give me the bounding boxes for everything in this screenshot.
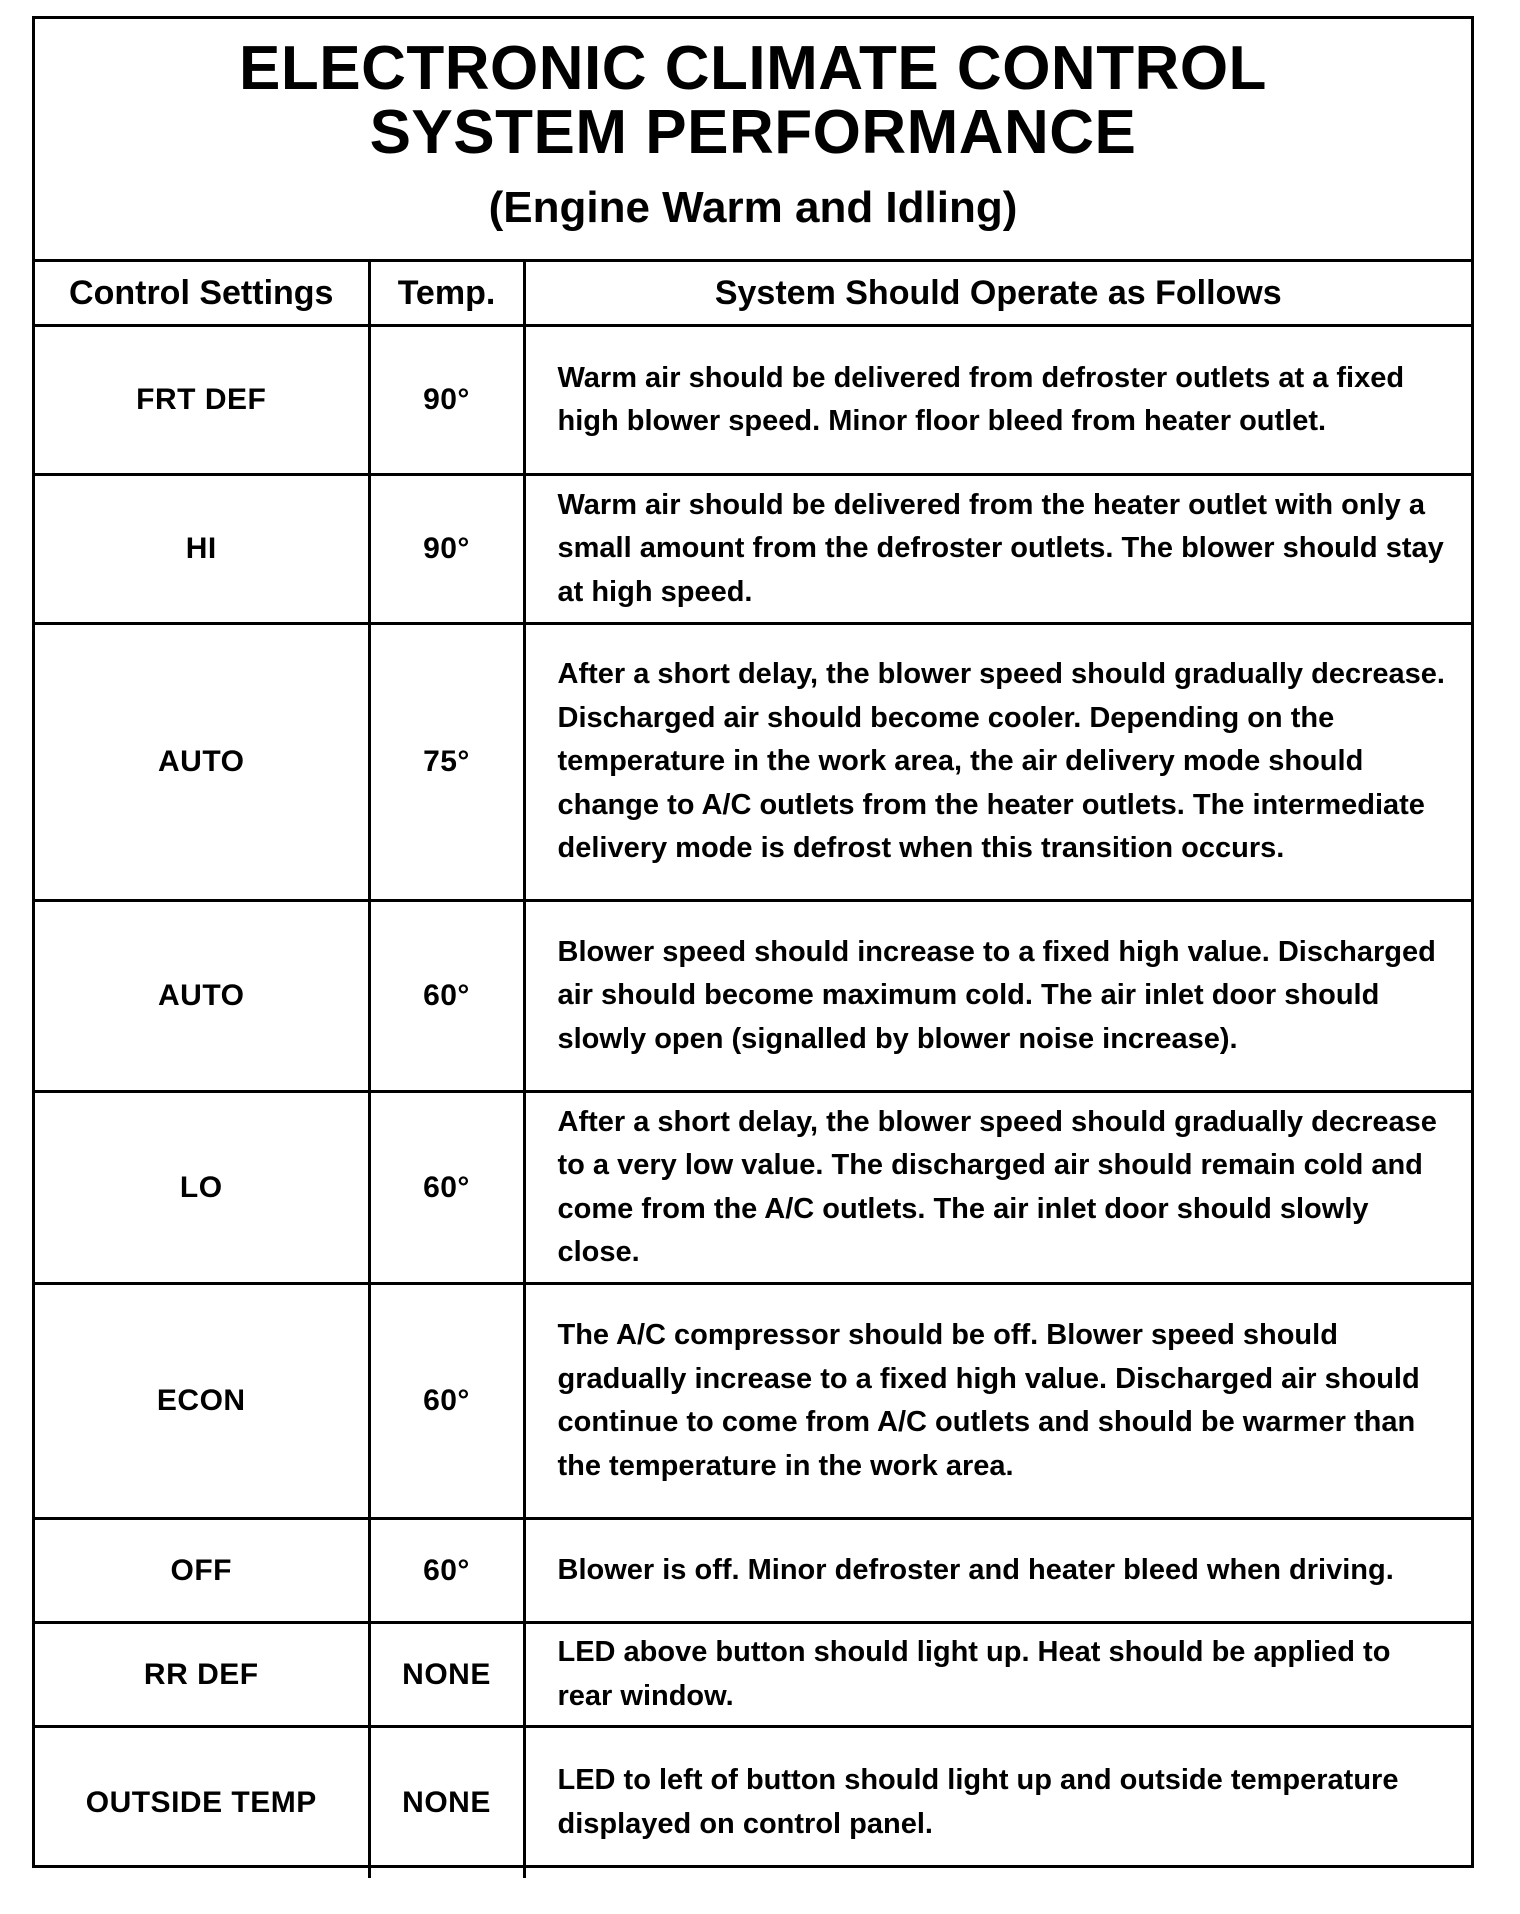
performance-table xyxy=(35,262,1471,1878)
header-control-settings: Control Settings xyxy=(35,262,369,326)
temp-cell: 60° xyxy=(369,901,524,1092)
table-row xyxy=(35,1092,1471,1284)
title-block xyxy=(35,19,1471,262)
temp-cell: 90° xyxy=(369,475,524,624)
control-setting-cell: ECON xyxy=(35,1284,369,1519)
table-row xyxy=(35,326,1471,475)
operation-description: After a short delay, the blower speed should gradually decrease to a very low value. The discharged air should remain cold and come from the A/C outlets. The air inlet door should slowly close. xyxy=(524,1092,1471,1284)
operation-description: LED to left of button should light up and outside temperature displayed on control panel. xyxy=(524,1727,1471,1878)
control-setting-cell: HI xyxy=(35,475,369,624)
table-row xyxy=(35,475,1471,624)
table-row xyxy=(35,1284,1471,1519)
operation-description: Blower speed should increase to a fixed high value. Discharged air should become maximum cold. The air inlet door should slowly open (signalled by blower noise increase). xyxy=(524,901,1471,1092)
temp-cell: 60° xyxy=(369,1092,524,1284)
temp-cell: NONE xyxy=(369,1623,524,1727)
operation-description: The A/C compressor should be off. Blower speed should gradually increase to a fixed high value. Discharged air should continue to come from A/C outlets and should be warmer than the temperature in the work area. xyxy=(524,1284,1471,1519)
control-setting-cell: AUTO xyxy=(35,901,369,1092)
operation-description: Warm air should be delivered from the heater outlet with only a small amount from the defroster outlets. The blower should stay at high speed. xyxy=(524,475,1471,624)
control-setting-cell: FRT DEF xyxy=(35,326,369,475)
table-row xyxy=(35,1519,1471,1623)
table-row xyxy=(35,624,1471,901)
header-temp: Temp. xyxy=(369,262,524,326)
operation-description: After a short delay, the blower speed should gradually decrease. Discharged air should become cooler. Depending on the temperature in the work area, the air delivery mode should change to A/C outlets from the heater outlets. The intermediate delivery mode is defrost when this transition occurs. xyxy=(524,624,1471,901)
control-setting-cell: RR DEF xyxy=(35,1623,369,1727)
title-line-2: SYSTEM PERFORMANCE xyxy=(369,98,1137,167)
header-operation: System Should Operate as Follows xyxy=(524,262,1471,326)
control-setting-cell: AUTO xyxy=(35,624,369,901)
control-setting-cell: LO xyxy=(35,1092,369,1284)
subtitle: (Engine Warm and Idling) xyxy=(488,183,1018,232)
table-row xyxy=(35,901,1471,1092)
table-row xyxy=(35,1623,1471,1727)
temp-cell: 75° xyxy=(369,624,524,901)
operation-description: LED above button should light up. Heat should be applied to rear window. xyxy=(524,1623,1471,1727)
table-header-row xyxy=(35,262,1471,326)
operation-description: Blower is off. Minor defroster and heater bleed when driving. xyxy=(524,1519,1471,1623)
control-setting-cell: OUTSIDE TEMP xyxy=(35,1727,369,1878)
temp-cell: NONE xyxy=(369,1727,524,1878)
control-setting-cell: OFF xyxy=(35,1519,369,1623)
table-row xyxy=(35,1727,1471,1878)
document-frame xyxy=(32,16,1474,1868)
temp-cell: 90° xyxy=(369,326,524,475)
operation-description: Warm air should be delivered from defroster outlets at a fixed high blower speed. Minor floor bleed from heater outlet. xyxy=(524,326,1471,475)
temp-cell: 60° xyxy=(369,1284,524,1519)
temp-cell: 60° xyxy=(369,1519,524,1623)
title-line-1: ELECTRONIC CLIMATE CONTROL xyxy=(239,34,1267,103)
